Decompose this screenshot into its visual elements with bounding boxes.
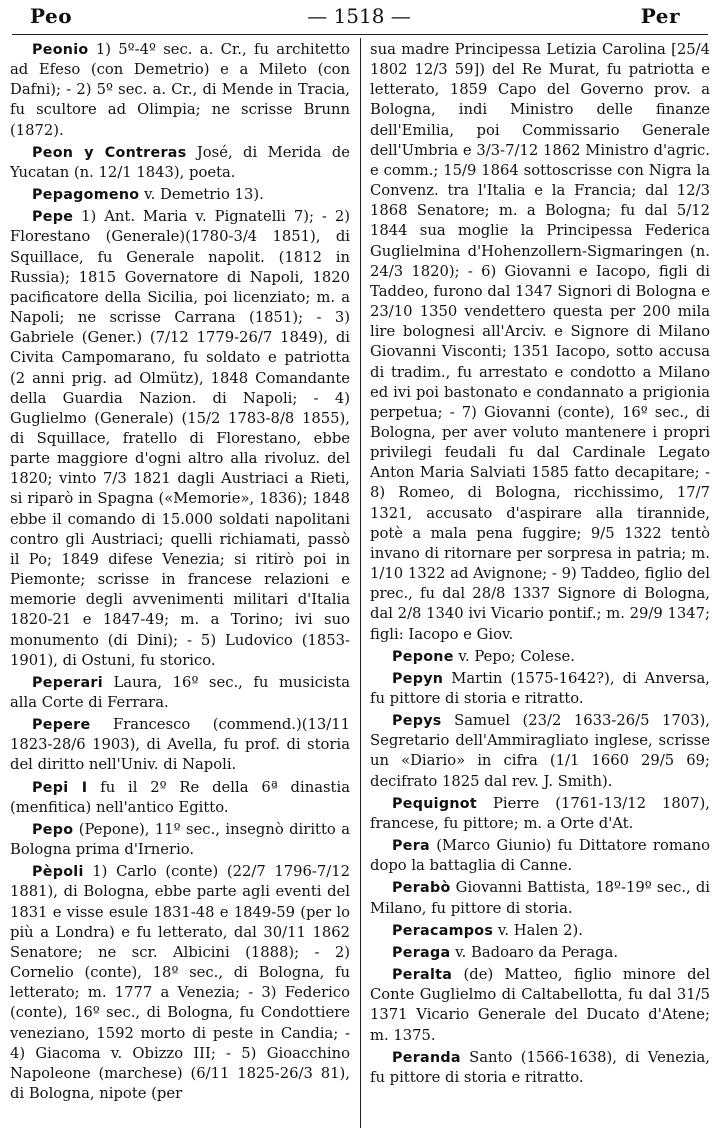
header-rule <box>12 34 708 35</box>
entry-headword: Peonio <box>32 42 89 58</box>
header-left-guideword: Peo <box>30 4 73 28</box>
entry <box>370 794 710 834</box>
entry <box>10 185 350 205</box>
entry-headword: Peperari <box>32 674 103 691</box>
entry-text: José, di Merida de Yucatan (n. 12/1 1843), poeta. <box>10 143 350 181</box>
entry-text: Samuel (23/2 1633-26/5 1703), Segretario dell'Ammiragliato inglese, scrisse un «Diario» in cifra (1/1 1660 29/5 69; decifrato 1825 dal rev. J. Smith). <box>370 712 710 790</box>
entry-headword: Perabò <box>392 880 451 897</box>
entry <box>370 647 710 667</box>
entry <box>370 669 710 709</box>
entry-text: Francesco (commend.)(13/11 1823-28/6 1903), di Avella, fu prof. di storia del diritto nell'Univ. di Napoli. <box>10 716 350 774</box>
entry-headword: Peralta <box>392 967 453 984</box>
right-column <box>370 40 710 1090</box>
entry-text: v. Demetrio 13). <box>139 186 264 204</box>
entry-text: 1) 5º-4º sec. a. Cr., fu architetto ad Efeso (con Demetrio) e a Mileto (con Dafni); - 2) 5º sec. a. Cr., di Mende in Tracia, fu scultore ad Olimpia; ne scrisse Brunn (1872). <box>10 41 350 139</box>
entry <box>370 921 710 941</box>
entry-headword: Pepys <box>392 713 442 730</box>
entry-text: v. Pepo; Colese. <box>453 647 575 665</box>
entry-headword: Pera <box>392 838 430 855</box>
entry-headword: Pequignot <box>392 795 477 812</box>
entry <box>10 862 350 1104</box>
left-column <box>10 40 350 1106</box>
entry-text: Giovanni Battista, 18º-19º sec., di Milano, fu pittore di storia. <box>370 879 710 917</box>
entry-text: 1) Carlo (conte) (22/7 1796-7/12 1881), di Bologna, ebbe parte agli eventi del 1831 e visse esule 1831-48 e 1849-59 (per lo più a Londra) e fu letterato, dal 30/11 1862 Senatore; ne scr. Albicini (1888); - 2) Cornelio (conte), 18º sec., di Bologna, fu letterato; m. 1777 a Venezia; - 3) Federico (conte), 16º sec., di Bologna, fu Condottiere veneziano, 1592 morto di peste in Candia; - 4) Giacoma v. Obizzo III; - 5) Gioacchino Napoleone (marchese) (6/11 1825-26/3 81), di Bologna, nipote (per <box>10 863 350 1102</box>
page-header <box>0 0 718 36</box>
entry <box>370 878 710 918</box>
entry <box>10 40 350 141</box>
entry <box>370 836 710 876</box>
entry-text: Santo (1566-1638), di Venezia, fu pittore di storia e ritratto. <box>370 1048 710 1086</box>
entry <box>10 715 350 775</box>
entry <box>370 1048 710 1088</box>
entry-text: Martin (1575-1642?), di Anversa, fu pittore di storia e ritratto. <box>370 669 710 707</box>
entry-text: (Pepone), 11º sec., insegnò diritto a Bologna prima d'Irnerio. <box>10 820 350 859</box>
entry <box>10 820 350 860</box>
entry-headword: Pepyn <box>392 670 444 687</box>
page-number: — 1518 — <box>307 4 411 28</box>
header-right-guideword: Per <box>640 4 680 28</box>
entry-text: sua madre Principessa Letizia Carolina [25/4 1802 12/3 59]) del Re Murat, fu patriotta e letterato, 1859 Capo del Governo prov. a Bologna, indi Ministro delle finanze dell'Emilia, poi Commissario Generale dell'Umbria e 3/3-7/12 1862 Ministro d'agric. e comm.; 15/9 1864 sottoscrisse con Nigra la Convenz. tra l'Italia e la Francia; dal 12/3 1868 Senatore; m. a Bologna; fu dal 5/12 1844 sua moglie la Principessa Federica Guglielmina d'Hohenzollern-Sigmaringen (n. 24/3 1820); - 6) Giovanni e Iacopo, figli di Taddeo, furono dal 1347 Signori di Bologna e 23/10 1350 vendettero questa per 200 mila lire bolognesi all'Arciv. e Signore di Milano Giovanni Visconti; 1351 Iacopo, sotto accusa di tradim., fu arrestato e condotto a Milano ed ivi poi bastonato e condannato a prigionia perpetua; - 7) Giovanni (conte), 16º sec., di Bologna, per aver voluto mantenere i propri privilegi feudali fu dal Cardinale Legato Anton Maria Salviati 1585 fatto decapitare; - 8) Romeo, di Bologna, ricchissimo, 17/7 1321, accusato d'aspirare alla tirannide, potè a mala pena fuggire; 9/5 1322 tentò invano di ritornare per sorpresa in patria; m. 1/10 1322 ad Avignone; - 9) Taddeo, figlio del prec., fu dal 28/8 1337 Signore di Bologna, dal 2/8 1340 ivi Vicario pontif.; m. 29/9 1347; figli: Iacopo e Giov. <box>370 41 710 643</box>
entry-text: v. Halen 2). <box>493 921 583 939</box>
column-divider <box>360 38 361 1128</box>
entry-headword: Pepere <box>32 717 91 734</box>
entry-headword: Pèpoli <box>32 864 84 881</box>
entry-headword: Pepe <box>32 209 74 226</box>
entry-headword: Pepo <box>32 821 74 838</box>
entry-text: (de) Matteo, figlio minore del Conte Guglielmo di Caltabellotta, fu dal 31/5 1371 Vicario Generale del Ducato d'Atene; m. 1375. <box>370 966 710 1044</box>
entry-text: fu il 2º Re della 6ª dinastia (menfitica) nell'antico Egitto. <box>10 778 350 816</box>
entry-text: 1) Ant. Maria v. Pignatelli 7); - 2) Florestano (Generale)(1780-3/4 1851), di Squillace, fu Generale napolit. (1812 in Russia); 1815 Governatore di Napoli, 1820 pacificatore della Sicilia, poi licenziato; m. a Napoli; ne scrisse Carrana (1851); - 3) Gabriele (Gener.) (7/12 1779-26/7 1849), di Civita Campomarano, fu soldato e patriotta (2 anni prig. ad Olmütz), 1848 Comandante della Guardia Nazion. di Napoli; - 4) Guglielmo (Generale) (15/2 1783-8/8 1855), di Squillace, fratello di Florestano, ebbe parte maggiore d'ogni altro alla rivoluz. del 1820; vinto 7/3 1821 dagli Austriaci a Rieti, si riparò in Spagna («Memorie», 1836); 1848 ebbe il comando di 15.000 soldati napolitani contro gli Austriaci; quelli richiamati, passò il Po; 1849 difese Venezia; si ritirò poi in Piemonte; scrisse in francese relazioni e memorie degli avvenimenti militari d'Italia 1820-21 e 1847-49; m. a Torino; ivi suo monumento (di Dini); - 5) Ludovico (1853-1901), di Ostuni, fu storico. <box>10 208 350 669</box>
entry-text: Pierre (1761-13/12 1807), francese, fu pittore; m. a Orte d'At. <box>370 794 710 832</box>
entry-text: Laura, 16º sec., fu musicista alla Corte di Ferrara. <box>10 673 350 711</box>
entry-headword: Peon y Contreras <box>32 144 187 161</box>
entry <box>10 207 350 671</box>
entry-headword: Peracampos <box>392 922 494 939</box>
entry-headword: Peranda <box>392 1049 461 1066</box>
entry-text: v. Badoaro da Peraga. <box>450 943 619 961</box>
entry-headword: Peraga <box>392 944 451 961</box>
entry <box>10 673 350 713</box>
entry <box>370 711 710 792</box>
entry-headword: Pepone <box>392 648 454 665</box>
entry <box>370 965 710 1046</box>
entry <box>10 143 350 183</box>
entry-text: (Marco Giunio) fu Dittatore romano dopo la battaglia di Canne. <box>370 837 710 875</box>
entry-headword: Pepagomeno <box>32 187 140 204</box>
entry-continuation <box>370 40 710 645</box>
entry <box>370 943 710 963</box>
entry-headword: Pepi I <box>32 779 88 796</box>
entry <box>10 778 350 818</box>
